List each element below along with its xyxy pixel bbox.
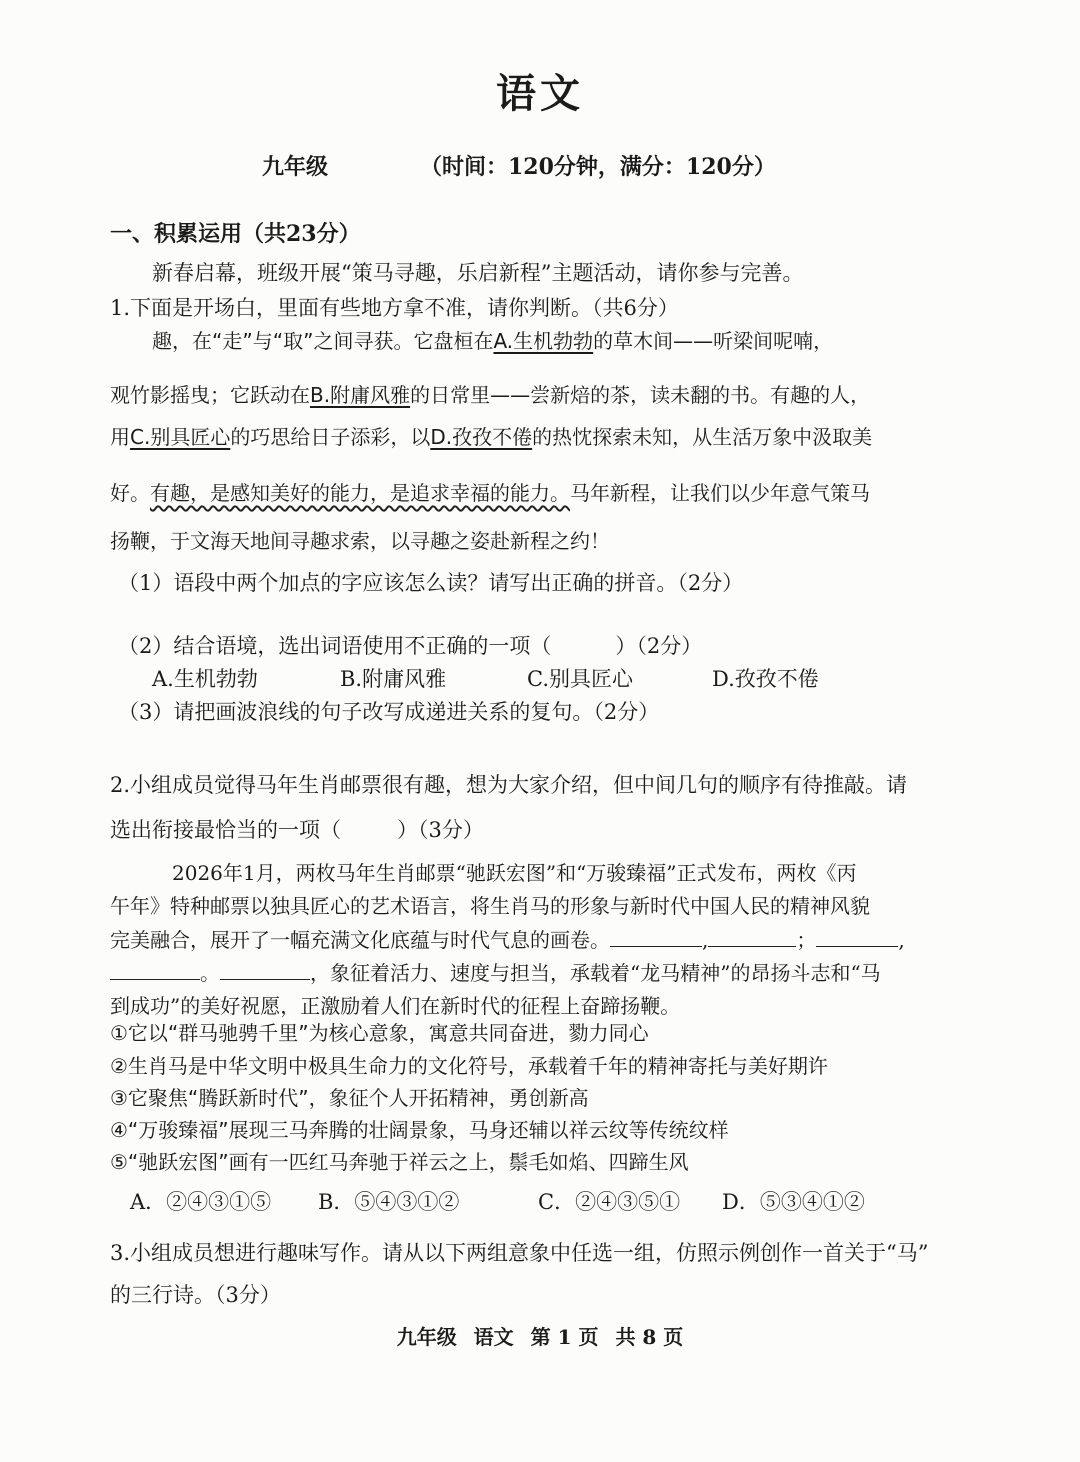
q1-option-d: D.孜孜不倦 bbox=[712, 667, 819, 691]
q1-passage-line5: 扬鞭，于文海天地间寻趣求索，以寻趣之姿赴新程之约！ bbox=[110, 529, 610, 553]
q2-stem-line1: 2.小组成员觉得马年生肖邮票很有趣，想为大家介绍，但中间几句的顺序有待推敲。请 bbox=[110, 773, 908, 797]
q1-passage-line3: 用C.别具匠心的巧思给日子添彩，以D.孜孜不倦的热忱探索未知，从生活万象中汲取美 bbox=[110, 425, 873, 449]
q2-item-4: ④“万骏臻福”展现三马奔腾的壮阔景象，马身还辅以祥云纹等传统纹样 bbox=[110, 1118, 729, 1142]
q1-stem: 1.下面是开场白，里面有些地方拿不准，请你判断。（共6分） bbox=[110, 296, 679, 320]
term-c: C.别具匠心 bbox=[130, 425, 231, 449]
blank-2 bbox=[708, 928, 796, 947]
q2-option-c: C．②④③⑤① bbox=[538, 1190, 681, 1214]
wavy-sentence: 有趣，是感知美好的能力，是追求幸福的能力。 bbox=[150, 481, 570, 505]
footer-grade: 九年级 bbox=[396, 1325, 457, 1349]
q1-option-b: B.附庸风雅 bbox=[340, 667, 447, 691]
footer-total: 共 8 页 bbox=[615, 1325, 684, 1349]
q2-passage-line2: 午年》特种邮票以独具匠心的艺术语言，将生肖马的形象与新时代中国人民的精神风貌 bbox=[110, 894, 870, 918]
q2-item-5: ⑤“驰跃宏图”画有一匹红马奔驰于祥云之上，鬃毛如焰、四蹄生风 bbox=[110, 1150, 689, 1174]
blank-5 bbox=[220, 961, 310, 980]
q1-passage-line1: 趣，在“走”与“取”之间寻获。它盘桓在A.生机勃勃的草木间——听梁间呢喃， bbox=[152, 329, 834, 353]
q2-passage-line5: 到成功”的美好祝愿，正激励着人们在新时代的征程上奋蹄扬鞭。 bbox=[110, 994, 681, 1018]
q2-option-a: A．②④③①⑤ bbox=[130, 1190, 272, 1214]
time-score-label: （时间：120分钟，满分：120分） bbox=[420, 154, 776, 180]
q2-item-3: ③它聚焦“腾跃新时代”，象征个人开拓精神，勇创新高 bbox=[110, 1086, 589, 1110]
q2-passage-line4: 。 ，象征着活力、速度与担当，承载着“龙马精神”的昂扬斗志和“马 bbox=[110, 958, 881, 988]
q1-sub2: （2）结合语境，选出词语使用不正确的一项（ ）（2分） bbox=[118, 634, 703, 658]
q1-option-c: C.别具匠心 bbox=[527, 667, 633, 691]
q2-option-d: D．⑤③④①② bbox=[722, 1190, 865, 1214]
page-footer bbox=[0, 1322, 1080, 1352]
section-intro: 新春启幕，班级开展“策马寻趣，乐启新程”主题活动，请你参与完善。 bbox=[152, 261, 804, 285]
blank-3 bbox=[816, 928, 898, 947]
grade-label: 九年级 bbox=[262, 154, 329, 180]
q2-item-2: ②生肖马是中华文明中极具生命力的文化符号，承载着千年的精神寄托与美好期许 bbox=[110, 1054, 828, 1078]
blank-4 bbox=[110, 961, 200, 980]
q2-stem-line2: 选出衔接最恰当的一项（ ）（3分） bbox=[110, 818, 484, 842]
q2-passage-line3: 完美融合，展开了一幅充满文化底蕴与时代气息的画卷。 , ； , bbox=[110, 928, 905, 952]
footer-page: 第 1 页 bbox=[530, 1325, 599, 1349]
q1-passage-line4: 好。有趣，是感知美好的能力，是追求幸福的能力。马年新程，让我们以少年意气策马 bbox=[110, 481, 870, 505]
blank-1 bbox=[610, 928, 702, 947]
q2-item-1: ①它以“群马驰骋千里”为核心意象，寓意共同奋进，勠力同心 bbox=[110, 1021, 649, 1045]
page-title: 语文 bbox=[496, 70, 584, 117]
section-heading: 一、积累运用（共23分） bbox=[110, 221, 361, 247]
q1-sub3: （3）请把画波浪线的句子改写成递进关系的复句。（2分） bbox=[118, 700, 660, 724]
q3-stem-line1: 3.小组成员想进行趣味写作。请从以下两组意象中任选一组，仿照示例创作一首关于“马” bbox=[110, 1241, 929, 1265]
q1-sub1: （1）语段中两个加点的字应该怎么读？请写出正确的拼音。（2分） bbox=[118, 571, 744, 595]
term-a: A.生机勃勃 bbox=[493, 329, 594, 353]
q3-stem-line2: 的三行诗。（3分） bbox=[110, 1283, 281, 1307]
q2-passage-line1: 2026年1月，两枚马年生肖邮票“驰跃宏图”和“万骏臻福”正式发布，两枚《丙 bbox=[172, 861, 857, 885]
q2-option-b: B．⑤④③①② bbox=[318, 1190, 460, 1214]
q1-passage-line2: 观竹影摇曳；它跃动在B.附庸风雅的日常里——尝新焙的茶，读未翻的书。有趣的人， bbox=[110, 383, 871, 407]
q1-option-a: A.生机勃勃 bbox=[152, 667, 258, 691]
term-b: B.附庸风雅 bbox=[310, 383, 411, 407]
footer-subject: 语文 bbox=[473, 1325, 514, 1349]
term-d: D.孜孜不倦 bbox=[430, 425, 533, 449]
